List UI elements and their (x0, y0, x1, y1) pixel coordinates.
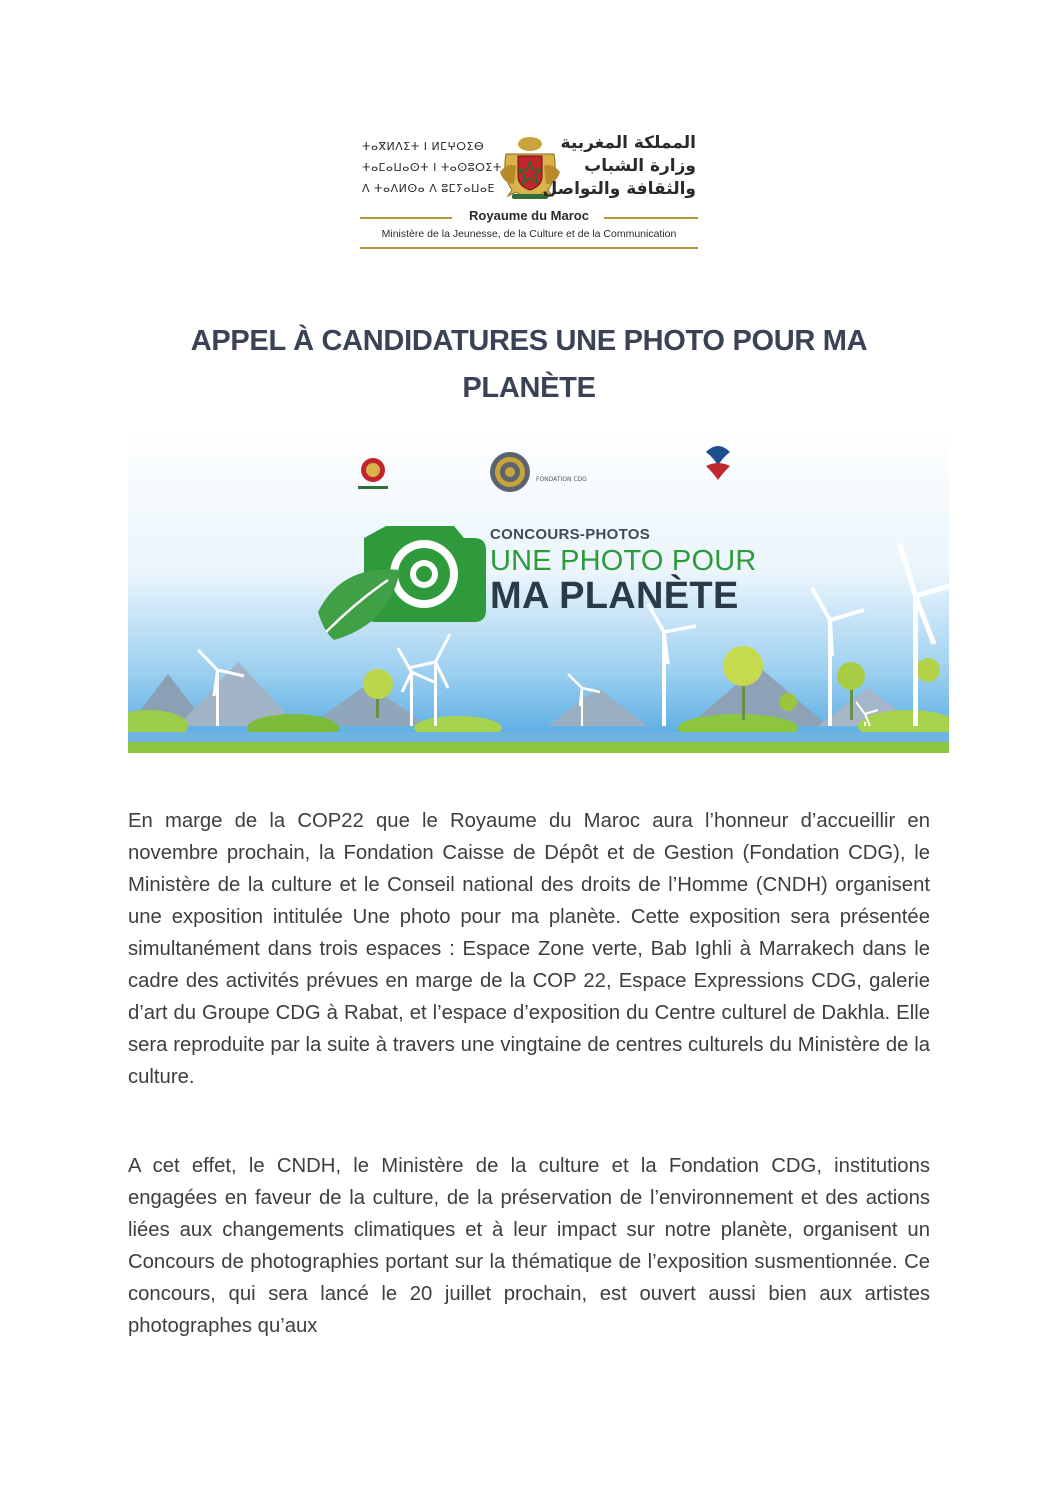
arabic-line: وزارة الشباب (584, 156, 696, 176)
divider-bottom (360, 247, 698, 249)
banner-heading (490, 526, 757, 618)
contest-banner (128, 426, 949, 753)
banner-line-1: UNE PHOTO POUR (490, 545, 757, 577)
banner-line-2: MA PLANÈTE (490, 575, 739, 617)
kingdom-label: Royaume du Maroc (469, 208, 589, 223)
page-title: APPEL À CANDIDATURES UNE PHOTO POUR MA PLANÈTE (190, 325, 868, 404)
tifinagh-line: ⵜⴰⴳⵍⴷⵉⵜ ⵏ ⵍⵎⵖⵔⵉⴱ (362, 140, 485, 153)
body-paragraph: En marge de la COP22 que le Royaume du Maroc aura l’honneur d’accueillir en novembre prochain, la Fondation Caisse de Dépôt et de Gestion (Fondation CDG), le Ministère de la culture et le Conseil national des droits de l’Homme (CNDH) organisent une exposition intitulée Une photo pour ma planète. Cette exposition sera présentée simultanément dans trois espaces : Espace Zone verte, Bab Ighli à Marrakech dans le cadre des activités prévues en marge de la COP 22, Espace Expressions CDG, galerie d’art du Groupe CDG à Rabat, et l’espace d’exposition du Centre culturel de Dakhla. Elle sera reproduite par la suite à travers une vingtaine de centres culturels du Ministère de la culture. (128, 810, 930, 1088)
tifinagh-line: ⵜⴰⵎⴰⵡⴰⵙⵜ ⵏ ⵜⴰⵙⵓⵔⵉⵜ (362, 161, 502, 174)
tifinagh-text (362, 136, 502, 199)
arabic-line: المملكة المغربية (560, 133, 696, 153)
banner-subtitle: CONCOURS-PHOTOS (490, 526, 651, 543)
arabic-text (542, 132, 696, 201)
ministry-logo (358, 128, 700, 254)
tifinagh-line: ⴷ ⵜⴰⴷⵍⵙⴰ ⴷ ⵓⵎⵢⴰⵡⴰⴹ (362, 182, 495, 195)
ministry-label: Ministère de la Jeunesse, de la Culture et de la Communication (381, 228, 677, 240)
arabic-line: والثقافة والتواصل (542, 179, 696, 199)
body-paragraph: A cet effet, le CNDH, le Ministère de la culture et la Fondation CDG, institutions engagées en faveur de la culture, de la préservation de l’environnement et des actions liées aux changements climatiques et à leur impact sur notre planète, organisent un Concours de photographies portant sur la thématique de l’exposition susmentionnée. Ce concours, qui sera lancé le 20 juillet prochain, est ouvert aussi bien aux artistes photographes qu’aux (128, 1155, 930, 1337)
fondation-cdg-label: FONDATION CDG (536, 476, 587, 483)
fondation-cdg-partner-logo (490, 452, 530, 492)
